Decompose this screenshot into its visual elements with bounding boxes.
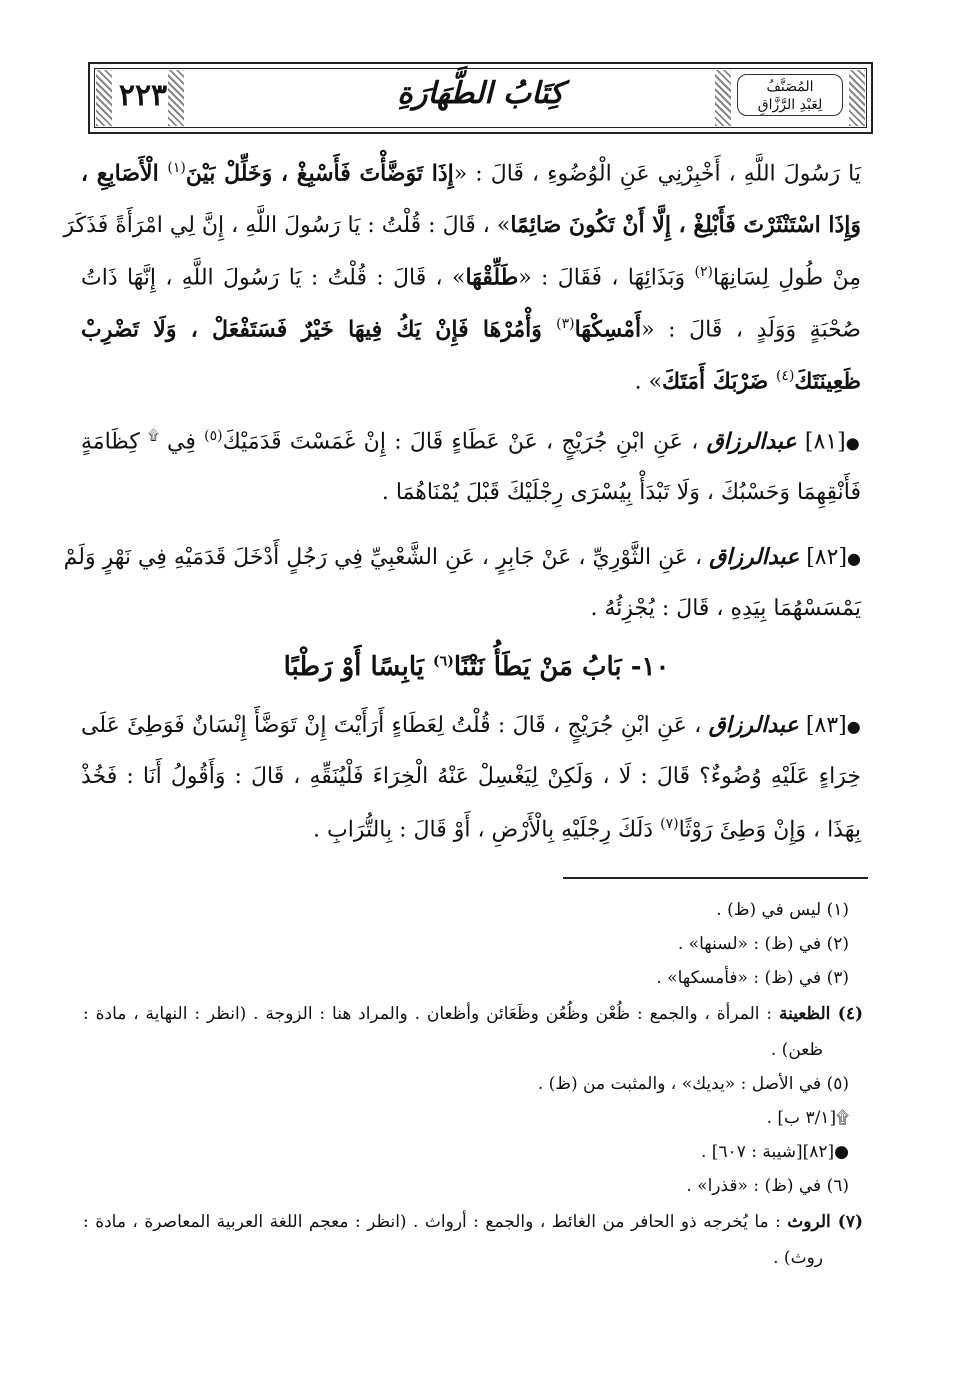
footnote-ref: (٣) — [556, 316, 575, 332]
text-run: وَبَذَائِهَا ، فَقَالَ : « — [518, 265, 695, 291]
text-line — [81, 316, 861, 342]
hadith-number: [٨٢] — [799, 545, 848, 570]
hadith-82-line2: يَمْسَسْهُمَا بِيَدِهِ ، قَالَ : يُجْزِئُهُ . — [590, 596, 861, 621]
footnote-3: (٣) في (ظ) : «فأمسكها» . — [656, 968, 849, 988]
text-line — [81, 160, 861, 186]
running-title: كِتَابُ الطَّهَارَةِ — [397, 76, 564, 111]
book-logo-line1: المُصَنَّفُ — [766, 79, 814, 95]
text-run: ، عَنِ ابْنِ جُرَيْجٍ ، عَنْ عَطَاءٍ قَالَ : إِنْ غَمَسْتَ قَدَمَيْكَ — [222, 429, 707, 455]
footnote-4-cont: ظعن) . — [770, 1040, 823, 1060]
footnote-ref: (٤) — [775, 368, 795, 384]
chapter-heading — [0, 652, 953, 682]
text-run: بِهَذَا ، وَإِنْ وَطِئَ رَوْثًا — [678, 817, 861, 843]
text-line — [81, 368, 861, 394]
footnote-ref: (٢) — [694, 264, 713, 280]
text-run: كِظَامَةٍ — [81, 429, 149, 455]
narrator-name: عبدالرزاق — [708, 712, 799, 738]
text-run: فِي — [158, 429, 205, 455]
chapter-title: يَابِسًا أَوْ رَطْبًا — [283, 652, 434, 682]
text-run-bold: أَمْسِكْهَا — [574, 316, 642, 343]
text-run: صُحْبَةٍ وَوَلَدٍ ، قَالَ : « — [641, 317, 861, 343]
footnote-divider — [563, 877, 868, 879]
text-run: يَا رَسُولَ اللَّهِ ، أَخْبِرْنِي عَنِ الْوُضُوءِ ، قَالَ : « — [453, 161, 861, 187]
text-run: دَلَكَ رِجْلَيْهِ بِالْأَرْضِ ، أَوْ قَالَ : بِالتُّرَابِ . — [313, 817, 661, 843]
text-run-bold: طَلِّقْهَا — [465, 264, 519, 291]
footnote-2: (٢) في (ظ) : «لسنها» . — [677, 934, 849, 954]
text-run: » ، قَالَ : قُلْتُ : يَا رَسُولَ اللَّهِ ، إِنَّهَا ذَاتُ — [81, 265, 466, 291]
hadith-81-line1 — [81, 428, 861, 454]
hadith-83-line2: خِرَاءٍ عَلَيْهِ وُضُوءٌ؟ قَالَ : لَا ، وَلَكِنْ لِيَغْسِلْ عَنْهُ الْخِرَاءَ فَلْيُنَقِّهِ ، قَالَ : وَأَقُولُ أَنَا : فَخُذْ — [81, 764, 861, 789]
footnote-ref: (٧) — [660, 816, 679, 832]
bullet-icon: ● — [847, 549, 861, 568]
footnote-7 — [83, 1212, 863, 1232]
footnote-5: (٥) في الأصل : «يديك» ، والمثبت من (ظ) . — [537, 1074, 849, 1094]
book-logo — [737, 74, 843, 116]
text-run-bold: الْأَصَابِعِ ، — [81, 160, 168, 187]
text-run: ، عَنِ ابْنِ جُرَيْجٍ ، قَالَ : قُلْتُ لِعَطَاءٍ أَرَأَيْتَ إِنْ تَوَضَّأَ إِنْسَانٌ فَوَطِئَ عَلَى — [81, 713, 709, 738]
text-run-bold: وَإِذَا اسْتَنْثَرْتَ فَأَبْلِغْ ، إِلَّا أَنْ تَكُونَ صَائِمًا — [510, 212, 861, 238]
footnote-ref: (١) — [167, 160, 186, 176]
text-line — [81, 264, 861, 290]
footnote-term: (٧) الروث — [787, 1212, 863, 1232]
footnote-6: (٦) في (ظ) : «قذرا» . — [686, 1176, 849, 1196]
folio-note: ۩[٣/١ ب] . — [766, 1108, 849, 1128]
footnote-7-cont: روث) . — [773, 1248, 823, 1268]
text-run: مِنْ طُولِ لِسَانِهَا — [712, 265, 861, 291]
footnote-text: : المرأة ، والجمع : ظُعْن وظُعُن وظَعَائن وأظعان . والمراد هنا : الزوجة . (انظر : النهاية ، مادة : — [83, 1004, 779, 1024]
folio-marker-icon: ۩ — [148, 428, 159, 444]
hadith-number: [٨١] — [796, 429, 846, 455]
footnote-4 — [83, 1004, 863, 1024]
text-run: ، عَنِ الثَّوْرِيِّ ، عَنْ جَابِرٍ ، عَنِ الشَّعْبِيِّ فِي رَجُلٍ أَدْخَلَ قَدَمَيْهِ فِي نَهْرٍ وَلَمْ — [63, 545, 710, 570]
hadith-83-line1 — [81, 712, 861, 738]
narrator-name: عبدالرزاق — [706, 428, 797, 455]
text-run: » ، قَالَ : قُلْتُ : يَا رَسُولَ اللَّهِ ، إِنَّ لِي امْرَأَةً فَذَكَرَ — [63, 213, 511, 238]
text-run-bold: وَأْمُرْهَا فَإِنْ يَكُ فِيهَا خَيْرٌ فَسَتَفْعَلْ ، وَلَا تَضْرِبْ — [81, 316, 557, 343]
chapter-title: ١٠- بَابُ مَنْ يَطَأُ نَتْنًا — [453, 652, 670, 682]
hadith-82-line1 — [63, 544, 861, 570]
hadith-number: [٨٣] — [798, 713, 847, 738]
hadith-83-line3 — [81, 816, 861, 842]
footnote-ref: (٦) — [433, 653, 454, 670]
text-line — [63, 212, 861, 238]
footnote-ref: (٥) — [204, 428, 223, 444]
bullet-icon: ● — [845, 433, 862, 453]
footnote-1: (١) ليس في (ظ) . — [716, 900, 849, 920]
narrator-name: عبدالرزاق — [709, 544, 800, 570]
text-run-bold: ظَعِينَتَكَ — [794, 368, 861, 395]
hadith-81-line2: فَأَنْقِهِمَا وَحَسْبُكَ ، وَلَا تَبْدَأْ بِيُسْرَى رِجْلَيْكَ قَبْلَ يُمْنَاهُمَا . — [381, 480, 861, 505]
text-run: » . — [634, 369, 663, 395]
page-number: ٢٢٣ — [118, 78, 168, 113]
bullet-icon: ● — [846, 717, 861, 736]
text-run-bold: ضَرْبَكَ أَمَتَكَ — [662, 368, 776, 395]
book-logo-line2: لِعَبْدِ الرَّزَّاقِ — [757, 97, 823, 113]
page-header — [88, 62, 873, 134]
footnote-term: (٤) الظعينة — [778, 1004, 863, 1024]
text-run-bold: إِذَا تَوَضَّأْتَ فَأَسْبِغْ ، وَخَلِّلْ بَيْنَ — [185, 160, 454, 187]
footnote-text: : ما يُخرجه ذو الحافر من الغائط ، والجمع : أرواث . (انظر : معجم اللغة العربية المعاصرة ، مادة : — [83, 1212, 788, 1232]
reference-82: ●[٨٢][شيبة : ٦٠٧] . — [700, 1142, 849, 1162]
